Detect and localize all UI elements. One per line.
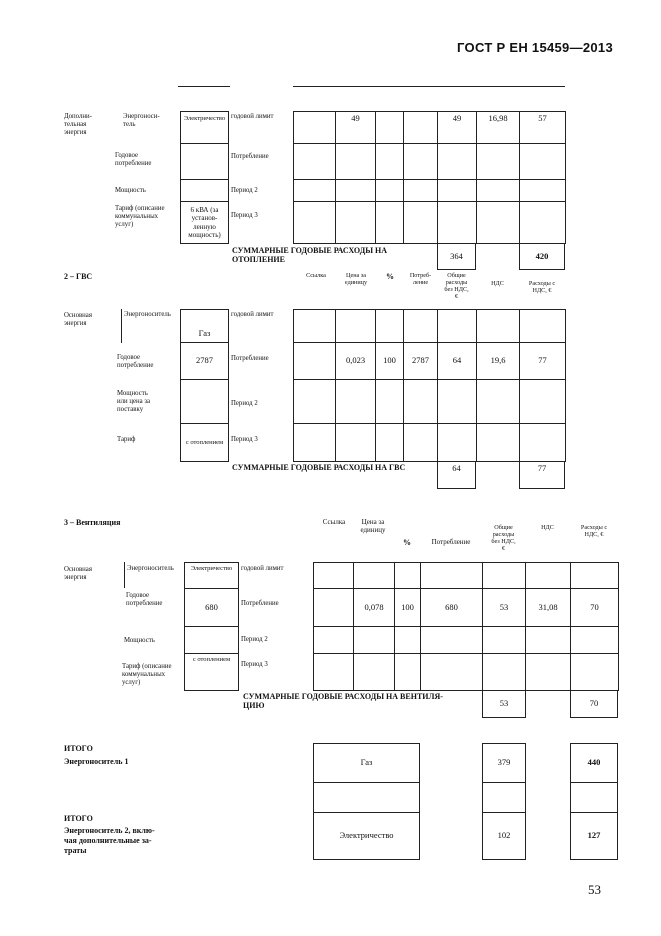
total1-spacer-mid — [482, 782, 526, 813]
s1-summary-total: 364 — [437, 243, 476, 270]
s1-row-annual-limit: годовой лимит — [231, 113, 274, 120]
s3-cell-r1-c3: 680 — [420, 588, 483, 627]
s1-cell-r2-c6 — [519, 179, 566, 202]
s2-summary-total: 64 — [437, 461, 476, 489]
total2-title: ИТОГО — [64, 814, 93, 823]
s2-cell-r1-c6: 77 — [519, 342, 566, 380]
s2-cell-r1-c0 — [293, 342, 336, 380]
s2-cell-r2-c2 — [375, 379, 404, 424]
s1-cell-r0-c4: 49 — [437, 111, 477, 144]
s2-cell-r2-c6 — [519, 379, 566, 424]
s1-power-label: Мощность — [115, 187, 146, 194]
s2-title: 2 – ГВС — [64, 272, 93, 281]
s2-cell-r0-c1 — [335, 309, 376, 343]
s2-power-empty — [180, 379, 229, 424]
s3-col-percent: % — [403, 538, 411, 547]
s3-cell-r3-c5 — [525, 653, 571, 691]
s3-cell-r1-c5: 31,08 — [525, 588, 571, 627]
total2-label: Энергоноситель 2, вклю- чая дополнительные за- траты — [64, 826, 155, 855]
s2-col-price: Цена за единицу — [344, 272, 368, 287]
s1-cell-r3-c0 — [293, 201, 336, 244]
s1-cell-r2-c0 — [293, 179, 336, 202]
s2-cell-r2-c5 — [476, 379, 520, 424]
s2-cell-r1-c5: 19,6 — [476, 342, 520, 380]
s1-summary-cost: 420 — [519, 243, 565, 270]
s3-cell-r0-c3 — [420, 562, 483, 589]
s1-cell-r1-c3 — [403, 143, 438, 180]
s3-tariff-value: с отоплением — [184, 653, 239, 691]
s1-cell-r3-c6 — [519, 201, 566, 244]
s3-cell-r0-c6 — [570, 562, 619, 589]
s2-col-total: Общие расходы без НДС, € — [444, 272, 469, 301]
s2-power-label: Мощность или цена за поставку — [117, 390, 151, 414]
s3-cell-r2-c1 — [353, 626, 395, 654]
s3-cell-r1-c6: 70 — [570, 588, 619, 627]
s1-row-period3: Период 3 — [231, 212, 258, 219]
s2-cell-r0-c3 — [403, 309, 438, 343]
s2-bracket — [121, 309, 122, 343]
s1-cell-r0-c6: 57 — [519, 111, 566, 144]
s2-col-ref: Ссылка — [306, 272, 326, 279]
total2-cost: 127 — [570, 812, 618, 860]
s3-cell-r0-c1 — [353, 562, 395, 589]
s1-cell-r0-c2 — [375, 111, 404, 144]
s3-tariff-label: Тариф (описание коммунальных услуг) — [122, 663, 172, 687]
s3-cell-r2-c3 — [420, 626, 483, 654]
s2-col-percent: % — [386, 272, 394, 281]
s3-summary-cost: 70 — [570, 690, 618, 718]
s3-cell-r2-c5 — [525, 626, 571, 654]
s2-tariff-label: Тариф — [117, 436, 136, 443]
s2-carrier-value: Газ — [180, 309, 229, 343]
s2-row-consumption: Потребление — [231, 355, 269, 362]
s2-col-consumption: Потреб- ление — [409, 272, 432, 287]
s2-annual-use-value: 2787 — [180, 342, 229, 380]
s1-cell-r0-c5: 16,98 — [476, 111, 520, 144]
s3-cell-r3-c6 — [570, 653, 619, 691]
top-rule-right — [293, 86, 565, 87]
s3-cell-r2-c2 — [394, 626, 421, 654]
s3-cell-r2-c6 — [570, 626, 619, 654]
s3-title: 3 – Вентиляция — [64, 518, 121, 527]
s3-cell-r1-c2: 100 — [394, 588, 421, 627]
s3-col-vat: НДС — [541, 524, 554, 531]
s3-cell-r0-c0 — [313, 562, 354, 589]
total1-cost: 440 — [570, 743, 618, 783]
s3-col-consumption: Потребление — [431, 538, 471, 546]
s1-cell-r2-c2 — [375, 179, 404, 202]
s3-cell-r0-c4 — [482, 562, 526, 589]
s3-bracket — [124, 562, 125, 588]
s3-col-cost: Расходы с НДС, € — [580, 524, 608, 539]
s3-summary-total: 53 — [482, 690, 526, 718]
s3-carrier-label: Энергоноситель — [127, 565, 174, 572]
s2-group-label: Основная энергия — [64, 312, 92, 328]
s2-cell-r3-c1 — [335, 423, 376, 462]
s2-cell-r2-c3 — [403, 379, 438, 424]
s2-cell-r0-c2 — [375, 309, 404, 343]
s3-power-label: Мощность — [124, 637, 155, 644]
s1-cell-r1-c6 — [519, 143, 566, 180]
s1-annual-use-value — [180, 143, 229, 180]
s2-tariff-value: с отоплением — [180, 423, 229, 462]
s2-cell-r3-c0 — [293, 423, 336, 462]
top-rule-left — [178, 86, 230, 87]
s3-cell-r2-c4 — [482, 626, 526, 654]
total2-sum: 102 — [482, 812, 526, 860]
s1-cell-r1-c4 — [437, 143, 477, 180]
s2-row-annual-limit: годовой лимит — [231, 311, 274, 318]
s3-col-ref: Ссылка — [322, 518, 346, 526]
s1-carrier-label: Энергоноси- тель — [123, 113, 160, 129]
s2-cell-r3-c5 — [476, 423, 520, 462]
s2-cell-r1-c3: 2787 — [403, 342, 438, 380]
s3-cell-r3-c1 — [353, 653, 395, 691]
s1-cell-r1-c2 — [375, 143, 404, 180]
s1-cell-r3-c5 — [476, 201, 520, 244]
s1-annual-use-label: Годовое потребление — [115, 152, 152, 168]
s3-power-empty — [184, 626, 239, 654]
total1-spacer-right — [570, 782, 618, 813]
s2-cell-r3-c6 — [519, 423, 566, 462]
s3-cell-r3-c4 — [482, 653, 526, 691]
s1-summary-label: СУММАРНЫЕ ГОДОВЫЕ РАСХОДЫ НА ОТОПЛЕНИЕ — [232, 246, 388, 265]
s2-cell-r2-c1 — [335, 379, 376, 424]
s1-cell-r0-c3 — [403, 111, 438, 144]
s2-row-period2: Период 2 — [231, 400, 258, 407]
s2-cell-r0-c5 — [476, 309, 520, 343]
s1-power-value: 6 кВА (за установ- ленную мощность) — [180, 201, 229, 244]
s2-carrier-label: Энергоноситель — [124, 311, 171, 318]
s3-col-total: Общие расходы без НДС, € — [491, 524, 516, 553]
total2-carrier: Электричество — [313, 812, 420, 860]
total1-sum: 379 — [482, 743, 526, 783]
s2-cell-r3-c3 — [403, 423, 438, 462]
s2-cell-r3-c2 — [375, 423, 404, 462]
s3-cell-r0-c5 — [525, 562, 571, 589]
total1-label: Энергоноситель 1 — [64, 757, 129, 766]
total1-carrier: Газ — [313, 743, 420, 783]
total1-spacer-left — [313, 782, 420, 813]
s3-cell-r3-c3 — [420, 653, 483, 691]
s2-cell-r3-c4 — [437, 423, 477, 462]
standard-header: ГОСТ Р ЕН 15459—2013 — [457, 40, 613, 55]
s1-power-empty — [180, 179, 229, 202]
s1-cell-r1-c5 — [476, 143, 520, 180]
s2-cell-r0-c0 — [293, 309, 336, 343]
s3-cell-r1-c0 — [313, 588, 354, 627]
s1-cell-r2-c5 — [476, 179, 520, 202]
s2-annual-use-label: Годовое потребление — [117, 354, 154, 370]
s2-cell-r0-c4 — [437, 309, 477, 343]
s2-cell-r1-c1: 0,023 — [335, 342, 376, 380]
s3-cell-r1-c1: 0,078 — [353, 588, 395, 627]
s1-cell-r3-c2 — [375, 201, 404, 244]
s1-tariff-label: Тариф (описание коммунальных услуг) — [115, 205, 165, 229]
s1-cell-r1-c1 — [335, 143, 376, 180]
page-number: 53 — [588, 882, 601, 897]
s2-cell-r0-c6 — [519, 309, 566, 343]
s3-cell-r3-c2 — [394, 653, 421, 691]
s2-col-cost: Расходы с НДС, € — [528, 280, 556, 295]
s1-cell-r1-c0 — [293, 143, 336, 180]
s3-cell-r3-c0 — [313, 653, 354, 691]
s2-summary-label: СУММАРНЫЕ ГОДОВЫЕ РАСХОДЫ НА ГВС — [232, 463, 406, 472]
s1-cell-r2-c3 — [403, 179, 438, 202]
s1-row-consumption: Потребление — [231, 153, 269, 160]
s3-row-period3: Период 3 — [241, 661, 268, 668]
s3-cell-r1-c4: 53 — [482, 588, 526, 627]
s2-col-vat: НДС — [491, 280, 504, 287]
s2-row-period3: Период 3 — [231, 436, 258, 443]
total1-title: ИТОГО — [64, 744, 93, 753]
s3-annual-use-label: Годовое потребление — [126, 592, 163, 608]
s2-summary-cost: 77 — [519, 461, 565, 489]
s3-row-annual-limit: годовой лимит — [241, 565, 284, 572]
s2-cell-r1-c2: 100 — [375, 342, 404, 380]
s1-cell-r0-c1: 49 — [335, 111, 376, 144]
s1-row-period2: Период 2 — [231, 187, 258, 194]
s3-col-price: Цена за единицу — [360, 518, 386, 535]
s1-cell-r0-c0 — [293, 111, 336, 144]
s3-row-consumption: Потребление — [241, 600, 279, 607]
s3-group-label: Основная энергия — [64, 566, 92, 582]
s3-cell-r2-c0 — [313, 626, 354, 654]
s2-cell-r2-c0 — [293, 379, 336, 424]
s1-cell-r2-c1 — [335, 179, 376, 202]
s3-annual-use-value: 680 — [184, 588, 239, 627]
s3-row-period2: Период 2 — [241, 636, 268, 643]
s1-cell-r3-c4 — [437, 201, 477, 244]
s2-cell-r1-c4: 64 — [437, 342, 477, 380]
s3-cell-r0-c2 — [394, 562, 421, 589]
s1-group-label: Дополни- тельная энергия — [64, 113, 92, 137]
s1-cell-r3-c1 — [335, 201, 376, 244]
s3-summary-label: СУММАРНЫЕ ГОДОВЫЕ РАСХОДЫ НА ВЕНТИЛЯ- ЦИЮ — [243, 692, 443, 711]
s2-cell-r2-c4 — [437, 379, 477, 424]
s1-cell-r3-c3 — [403, 201, 438, 244]
s1-cell-r2-c4 — [437, 179, 477, 202]
s3-carrier-value: Электричество — [184, 562, 239, 589]
s1-carrier-value: Электричество — [180, 111, 229, 144]
